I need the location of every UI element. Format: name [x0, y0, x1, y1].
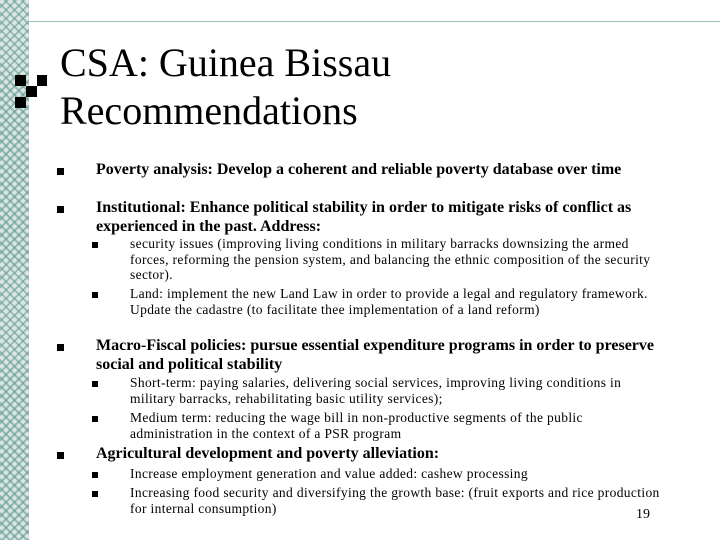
sub-bullet-square-icon — [92, 472, 98, 478]
sub-bullet-square-icon — [92, 491, 98, 497]
sub-bullet-security-issues: security issues (improving living conditions in military barracks downsizing the armed forces, reforming the pension system, and balancing the ethnic composition of the security sector). — [130, 236, 651, 282]
slide-title — [60, 39, 391, 135]
bullet-agricultural-development: Agricultural development and poverty alleviation: — [96, 445, 440, 462]
bullet-macro-fiscal: Macro-Fiscal policies: pursue essential expenditure programs in order to preserve social and political stability — [96, 337, 655, 373]
sub-bullet-medium-term: Medium term: reducing the wage bill in non-productive segments of the public administration in the context of a PSR program — [130, 410, 583, 441]
bullet-square-icon — [57, 452, 64, 459]
bullet-poverty-analysis: Poverty analysis: Develop a coherent and reliable poverty database over time — [96, 161, 622, 178]
title-squares-icon — [15, 75, 47, 107]
bullet-square-icon — [57, 206, 64, 213]
sub-bullet-short-term: Short-term: paying salaries, delivering social services, improving living conditions in military barracks, rehabilitating basic utility services); — [130, 375, 622, 406]
title-line-2: Recommendations — [60, 88, 358, 133]
top-rule — [29, 21, 720, 22]
sub-bullet-food-security: Increasing food security and diversifying the growth base: (fruit exports and rice production for internal consumption) — [130, 485, 660, 516]
page-number: 19 — [636, 507, 650, 522]
bullet-square-icon — [57, 168, 64, 175]
sub-bullet-square-icon — [92, 416, 98, 422]
sub-bullet-square-icon — [92, 381, 98, 387]
title-line-1: CSA: Guinea Bissau — [60, 40, 392, 85]
sub-bullet-employment: Increase employment generation and value added: cashew processing — [130, 466, 528, 481]
bullet-institutional: Institutional: Enhance political stability in order to mitigate risks of conflict as experienced in the past. Address: — [96, 199, 632, 235]
sub-bullet-square-icon — [92, 292, 98, 298]
bullet-square-icon — [57, 344, 64, 351]
sub-bullet-land: Land: implement the new Land Law in order to provide a legal and regulatory framework. Update the cadastre (to facilitate thee implementation of a land reform) — [130, 286, 648, 317]
sub-bullet-square-icon — [92, 242, 98, 248]
